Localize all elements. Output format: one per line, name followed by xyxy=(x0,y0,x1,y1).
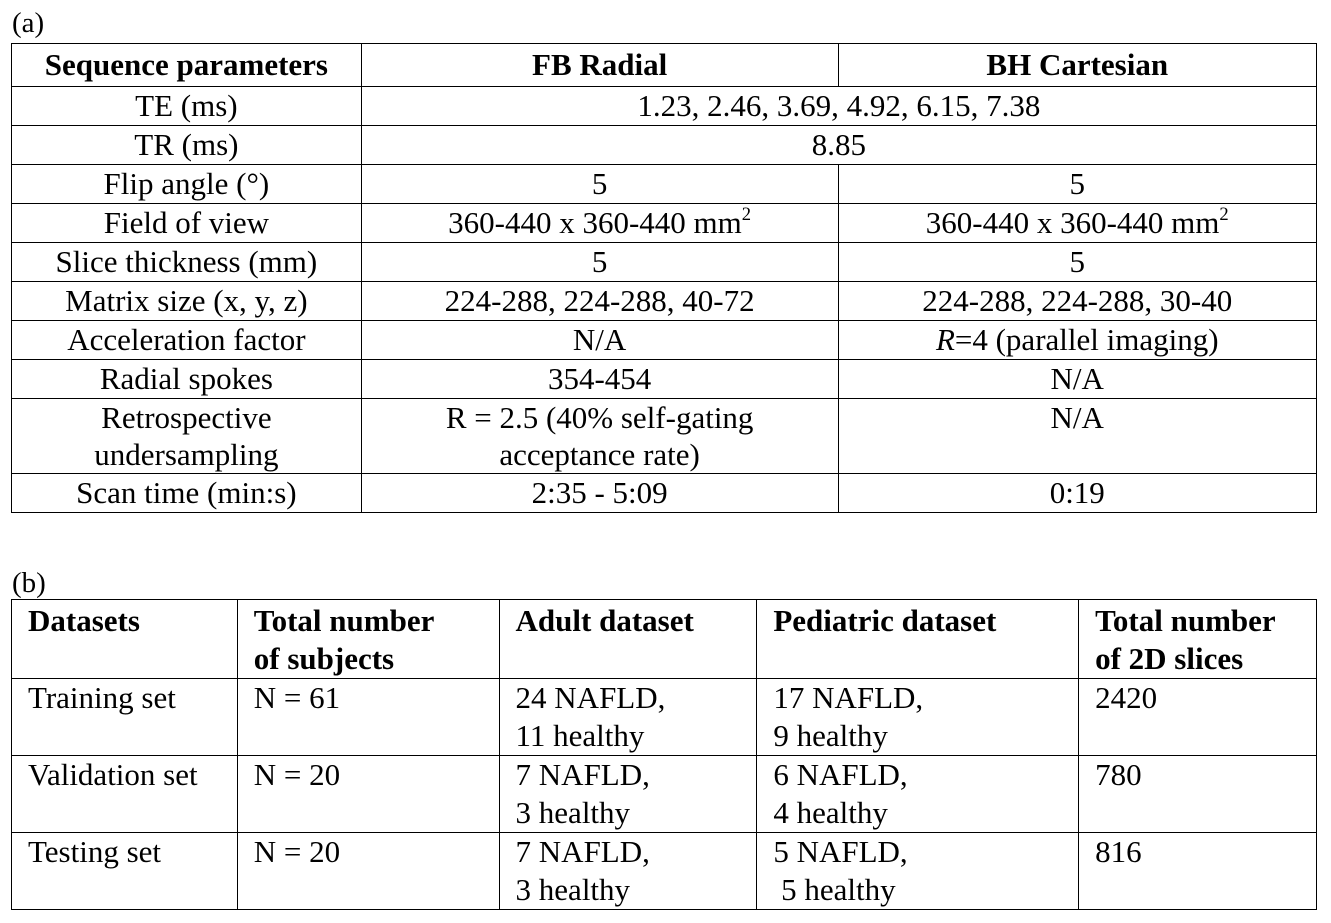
cell-value: N/A xyxy=(361,321,838,360)
row-label: Scan time (min:s) xyxy=(12,474,362,513)
cell-line: 3 healthy xyxy=(515,872,631,907)
panel-label-b: (b) xyxy=(12,567,46,599)
header-line: of 2D slices xyxy=(1095,641,1244,676)
cell-line: acceptance rate) xyxy=(499,437,700,472)
sequence-parameters-table xyxy=(11,43,1317,513)
dataset-name: Testing set xyxy=(12,833,238,910)
row-label: Acceleration factor xyxy=(12,321,362,360)
cell-value: 5 xyxy=(361,165,838,204)
cell-line: 4 healthy xyxy=(773,795,888,830)
header-line: of subjects xyxy=(253,641,395,676)
table-row xyxy=(12,321,1317,360)
cell-value xyxy=(361,399,838,474)
cell-line: 5 NAFLD, xyxy=(773,834,908,869)
cell-value xyxy=(361,204,838,243)
table-row xyxy=(12,679,1317,756)
adult-cell xyxy=(499,833,757,910)
header-bh-cartesian: BH Cartesian xyxy=(838,44,1317,87)
cell-line: 7 NAFLD, xyxy=(515,757,650,792)
row-label-line: Retrospective xyxy=(101,400,272,435)
row-label xyxy=(12,399,362,474)
slices-count: 816 xyxy=(1079,833,1317,910)
cell-line: 7 NAFLD, xyxy=(515,834,650,869)
row-label-line: undersampling xyxy=(94,437,279,472)
cell-value: 354-454 xyxy=(361,360,838,399)
row-label: TR (ms) xyxy=(12,126,362,165)
header-line: Datasets xyxy=(28,603,140,638)
table-row xyxy=(12,833,1317,910)
table-row xyxy=(12,165,1317,204)
table-row xyxy=(12,243,1317,282)
cell-value: 5 xyxy=(838,165,1317,204)
header-line: Pediatric dataset xyxy=(773,603,997,638)
cell-text: =4 (parallel imaging) xyxy=(954,322,1219,357)
subjects-count: N = 20 xyxy=(237,756,499,833)
cell-value: N/A xyxy=(838,399,1317,474)
dataset-name: Validation set xyxy=(12,756,238,833)
superscript: 2 xyxy=(1219,203,1229,225)
row-label: Radial spokes xyxy=(12,360,362,399)
italic-r: R xyxy=(935,322,955,357)
cell-value: 0:19 xyxy=(838,474,1317,513)
table-header-row xyxy=(12,600,1317,679)
superscript: 2 xyxy=(741,203,752,225)
header-adult-dataset xyxy=(499,600,757,679)
row-label: TE (ms) xyxy=(12,87,362,126)
table-row xyxy=(12,756,1317,833)
row-label: Field of view xyxy=(12,204,362,243)
header-fb-radial: FB Radial xyxy=(361,44,838,87)
cell-line: 17 NAFLD, xyxy=(773,680,924,715)
pediatric-cell xyxy=(757,679,1079,756)
dataset-name: Training set xyxy=(12,679,238,756)
cell-value: 5 xyxy=(361,243,838,282)
header-total-slices xyxy=(1079,600,1317,679)
table-row xyxy=(12,87,1317,126)
cell-value: N/A xyxy=(838,360,1317,399)
cell-value: 8.85 xyxy=(361,126,1316,165)
cell-line: R = 2.5 (40% self-gating xyxy=(445,400,754,435)
cell-text: 360-440 x 360-440 mm xyxy=(448,205,742,240)
header-datasets xyxy=(12,600,238,679)
datasets-table xyxy=(11,599,1317,910)
cell-value: 5 xyxy=(838,243,1317,282)
header-total-subjects xyxy=(237,600,499,679)
cell-line: 6 NAFLD, xyxy=(773,757,908,792)
slices-count: 780 xyxy=(1079,756,1317,833)
table-row xyxy=(12,474,1317,513)
header-line: Total number xyxy=(253,603,435,638)
pediatric-cell xyxy=(757,833,1079,910)
header-line: Adult dataset xyxy=(515,603,694,638)
cell-value: 224-288, 224-288, 40-72 xyxy=(361,282,838,321)
subjects-count: N = 61 xyxy=(237,679,499,756)
table-row xyxy=(12,282,1317,321)
subjects-count: N = 20 xyxy=(237,833,499,910)
cell-line: 11 healthy xyxy=(515,718,645,753)
adult-cell xyxy=(499,756,757,833)
table-header-row xyxy=(12,44,1317,87)
header-pediatric-dataset xyxy=(757,600,1079,679)
header-sequence-parameters: Sequence parameters xyxy=(12,44,362,87)
cell-value: 224-288, 224-288, 30-40 xyxy=(838,282,1317,321)
pediatric-cell xyxy=(757,756,1079,833)
cell-line: 3 healthy xyxy=(515,795,631,830)
cell-value xyxy=(838,321,1317,360)
cell-value: 2:35 - 5:09 xyxy=(361,474,838,513)
row-label: Flip angle (°) xyxy=(12,165,362,204)
panel-label-a: (a) xyxy=(12,7,45,39)
cell-line: 5 healthy xyxy=(773,872,896,907)
cell-value: 1.23, 2.46, 3.69, 4.92, 6.15, 7.38 xyxy=(361,87,1316,126)
table-row xyxy=(12,360,1317,399)
header-line: Total number xyxy=(1095,603,1276,638)
cell-value xyxy=(838,204,1317,243)
table-row xyxy=(12,204,1317,243)
cell-line: 24 NAFLD, xyxy=(515,680,666,715)
cell-line: 9 healthy xyxy=(773,718,888,753)
row-label: Matrix size (x, y, z) xyxy=(12,282,362,321)
row-label: Slice thickness (mm) xyxy=(12,243,362,282)
table-row xyxy=(12,399,1317,474)
adult-cell xyxy=(499,679,757,756)
slices-count: 2420 xyxy=(1079,679,1317,756)
table-row xyxy=(12,126,1317,165)
cell-text: 360-440 x 360-440 mm xyxy=(925,205,1220,240)
